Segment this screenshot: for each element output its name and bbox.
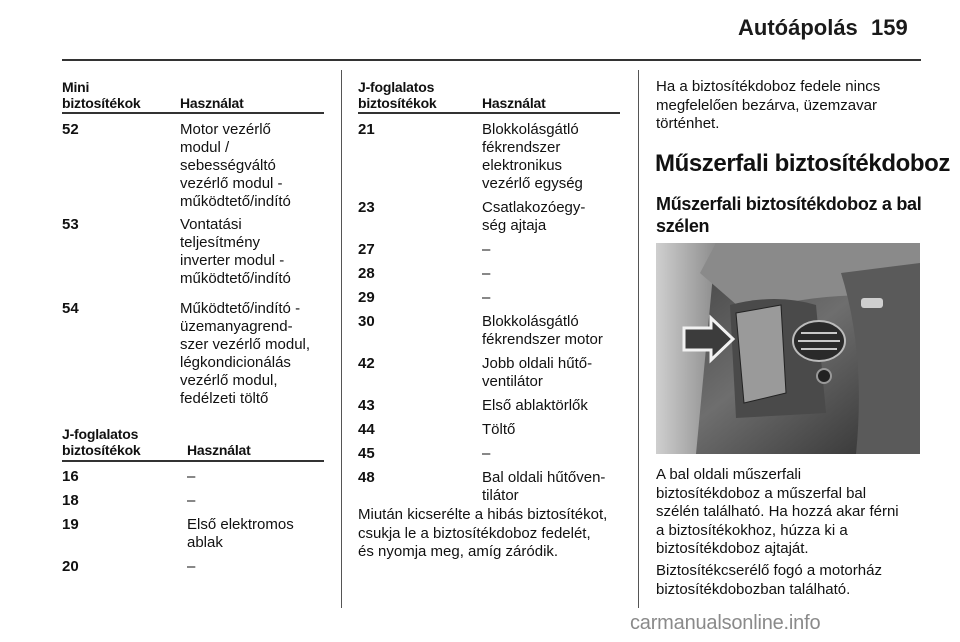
table-row [358, 121, 620, 199]
table-row [62, 468, 324, 492]
table-row [62, 558, 324, 578]
tool-location-paragraph: Biztosítékcserélő fogó a motorház biztosítékdobozban található. [656, 562, 882, 598]
mini-table-rule [62, 112, 324, 114]
j2-head-fuses: J-foglalatos biztosítékok [358, 79, 437, 111]
table-row [358, 469, 620, 505]
fuse-usage: – [187, 468, 196, 485]
fuse-number: 27 [358, 241, 375, 258]
fuse-usage: Első ablaktörlők [482, 397, 588, 414]
fuse-number: 21 [358, 121, 375, 138]
fuse-usage: – [482, 265, 491, 282]
fuse-number: 30 [358, 313, 375, 330]
section-heading: Műszerfali biztosítékdoboz [655, 150, 950, 177]
fuse-usage: – [482, 445, 491, 462]
j2-head-usage: Használat [482, 95, 546, 111]
middle-column [358, 79, 620, 505]
column-divider-left [341, 70, 342, 608]
watermark: carmanualsonline.info [630, 612, 821, 634]
table-row [358, 265, 620, 289]
fuse-usage: Jobb oldali hűtő- ventilátor [482, 355, 593, 390]
j2-fuse-table-header [358, 79, 620, 111]
fuse-usage: – [187, 558, 196, 575]
dashboard-fusebox-photo [656, 243, 920, 454]
fuse-number: 28 [358, 265, 375, 282]
j1-table-rule [62, 460, 324, 462]
table-row [358, 241, 620, 265]
table-row [358, 397, 620, 421]
j1-head-usage: Használat [187, 442, 251, 458]
section-title: Autóápolás [738, 15, 858, 40]
warning-paragraph: Ha a biztosítékdoboz fedele nincs megfelelően bezárva, üzemzavar történhet. [656, 78, 881, 132]
fuse-usage: Motor vezérlő modul / sebességváltó vezérlő modul - működtető/indító [180, 121, 291, 210]
fuse-usage: – [187, 492, 196, 509]
j1-fuse-table-header [62, 426, 324, 458]
fuse-number: 16 [62, 468, 79, 485]
fuse-usage: Első elektromos ablak [187, 516, 294, 551]
fuse-number: 18 [62, 492, 79, 509]
table-row [358, 445, 620, 469]
table-row [62, 516, 324, 558]
table-row [358, 421, 620, 445]
fuse-number: 54 [62, 300, 79, 317]
left-column [62, 79, 324, 578]
table-row [62, 121, 324, 216]
fuse-usage: Blokkolásgátló fékrendszer motor [482, 313, 603, 348]
fuse-number: 20 [62, 558, 79, 575]
table-row [358, 289, 620, 313]
header-rule [62, 59, 921, 61]
mini-fuse-table-header [62, 79, 324, 111]
fuse-number: 45 [358, 445, 375, 462]
fuse-usage: Működtető/indító - üzemanyagrend- szer vezérlő modul, légkondicionálás vezérlő modul, fedélzeti töltő [180, 300, 311, 407]
fuse-number: 42 [358, 355, 375, 372]
table-row [62, 492, 324, 516]
table-row [358, 355, 620, 397]
page-number: 159 [871, 15, 908, 40]
fuse-number: 44 [358, 421, 375, 438]
mini-head-usage: Használat [180, 95, 244, 111]
fuse-number: 52 [62, 121, 79, 138]
fuse-usage: – [482, 241, 491, 258]
fuse-number: 43 [358, 397, 375, 414]
table-row [358, 313, 620, 355]
fuse-number: 29 [358, 289, 375, 306]
subsection-heading: Műszerfali biztosítékdoboz a bal szélen [656, 194, 922, 236]
fuse-number: 23 [358, 199, 375, 216]
fuse-number: 19 [62, 516, 79, 533]
table-row [62, 216, 324, 300]
fuse-number: 53 [62, 216, 79, 233]
fuse-usage: Csatlakozóegy- ség ajtaja [482, 199, 586, 234]
column-divider-right [638, 70, 639, 608]
mini-head-fuses: Mini biztosítékok [62, 79, 141, 111]
fuse-usage: Blokkolásgátló fékrendszer elektronikus vezérlő egység [482, 121, 583, 192]
fuse-usage: Töltő [482, 421, 516, 438]
description-paragraph: A bal oldali műszerfali biztosítékdoboz a műszerfal bal szélén található. Ha hozzá akar férni a biztosítékokhoz, húzza ki a biztosítékdoboz ajtaját. [656, 466, 899, 557]
table-row [358, 199, 620, 241]
fuse-usage: Bal oldali hűtőven- tilátor [482, 469, 606, 504]
fuse-usage: – [482, 289, 491, 306]
table-row [62, 300, 324, 426]
j2-table-rule [358, 112, 620, 114]
fuse-usage: Vontatási teljesítmény inverter modul - működtető/indító [180, 216, 291, 287]
j1-head-fuses: J-foglalatos biztosítékok [62, 426, 141, 458]
fuse-number: 48 [358, 469, 375, 486]
replacement-instructions: Miután kicserélte a hibás biztosítékot, csukja le a biztosítékdoboz fedelét, és nyomja meg, amíg záródik. [358, 506, 608, 560]
